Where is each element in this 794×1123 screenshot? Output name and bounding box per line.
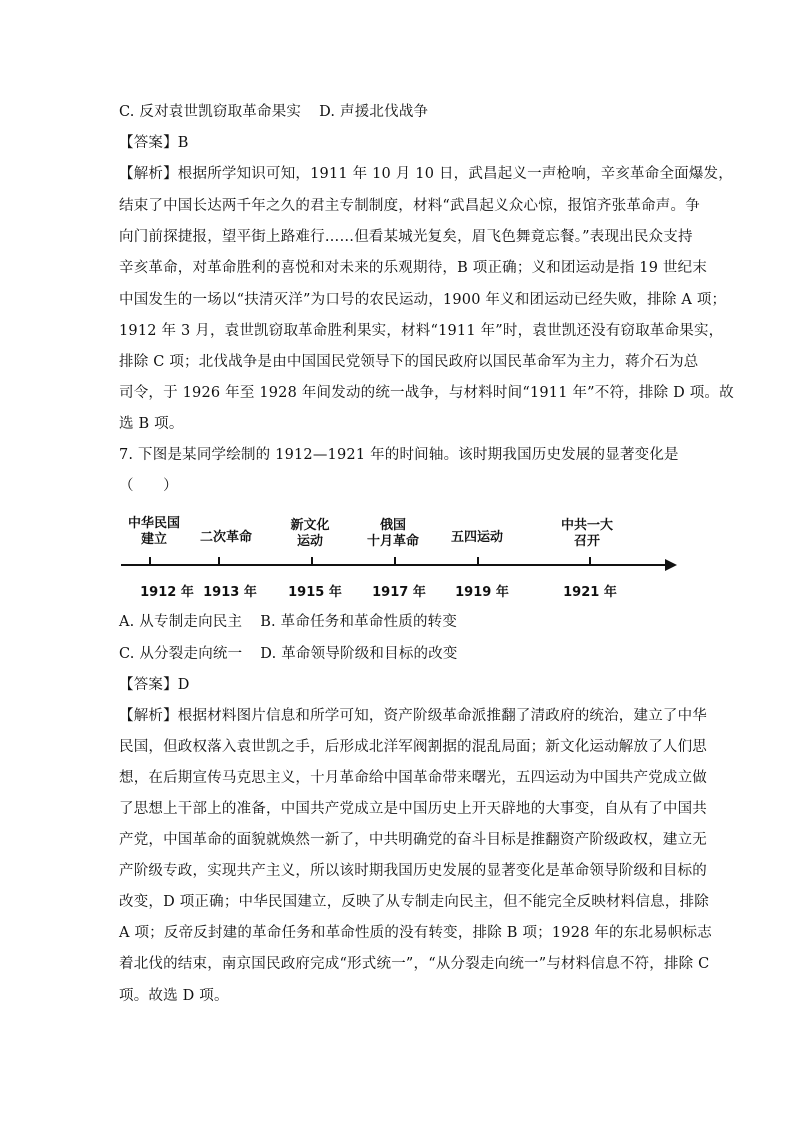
q6-analysis-line: 结束了中国长达两千年之久的君主专制制度，材料“武昌起义众心惊，报馆齐张革命声。争 <box>119 198 700 214</box>
timeline-event-1921 <box>561 518 613 550</box>
timeline-event-label: 新文化 <box>290 518 330 533</box>
timeline-event-label: 运动 <box>296 534 324 549</box>
timeline-event-1917 <box>367 518 419 550</box>
timeline-year-1915: 1915 年 <box>288 585 342 600</box>
timeline-event-label: 俄国 <box>379 518 407 533</box>
timeline-year-1913: 1913 年 <box>203 585 257 600</box>
q6-answer: 【答案】B <box>119 135 189 151</box>
q7-analysis-line: A 项；反帝反封建的革命任务和革命性质的没有转变，排除 B 项；1928 年的东北易帜标志 <box>119 925 712 941</box>
timeline-year-1921: 1921 年 <box>563 585 617 600</box>
q6-analysis-line: 1912 年 3 月，袁世凯窃取革命胜利果实，材料“1911 年”时，袁世凯还没有窃取革命果实， <box>119 323 724 339</box>
timeline-event-label: 中共一大 <box>560 518 614 533</box>
timeline-event-label: 十月革命 <box>366 534 420 549</box>
q6-option-c: C. 反对袁世凯窃取革命果实 <box>119 104 302 120</box>
q7-analysis-line: 想，在后期宣传马克思主义，十月革命给中国革命带来曙光，五四运动为中国共产党成立做 <box>119 770 707 786</box>
q6-analysis-line: 辛亥革命，对革命胜利的喜悦和对未来的乐观期待，B 项正确；义和团运动是指 19 世纪末 <box>119 260 708 276</box>
q7-options-cd <box>119 644 689 664</box>
timeline-event-label: 召开 <box>573 534 601 549</box>
q7-options-ab <box>119 612 689 632</box>
q7-bracket: （ ） <box>119 478 178 494</box>
timeline-event-1919 <box>451 530 503 546</box>
q7-analysis-line: 项。故选 D 项。 <box>119 988 229 1004</box>
q7-stem: 7. 下图是某同学绘制的 1912—1921 年的时间轴。该时期我国历史发展的显著变化是 <box>119 447 679 463</box>
timeline-year-1912: 1912 年 <box>140 585 194 600</box>
q6-options-cd <box>119 102 689 122</box>
q7-timeline <box>119 508 679 608</box>
q6-analysis-line: 司令，于 1926 年至 1928 年间发动的统一战争，与材料时间“1911 年”不符，排除 D 项。故 <box>119 385 734 401</box>
q6-analysis-line: 【解析】根据所学知识可知，1911 年 10 月 10 日，武昌起义一声枪响，辛亥革命全面爆发， <box>119 166 733 182</box>
timeline-event-label: 建立 <box>140 532 168 547</box>
timeline-year-1917: 1917 年 <box>372 585 426 600</box>
q6-analysis-line: 排除 C 项；北伐战争是由中国国民党领导下的国民政府以国民革命军为主力，蒋介石为总 <box>119 354 699 370</box>
q7-analysis-line: 【解析】根据材料图片信息和所学可知，资产阶级革命派推翻了清政府的统治，建立了中华 <box>119 708 707 724</box>
timeline-arrow-icon <box>665 559 677 571</box>
q7-analysis-line: 民国，但政权落入袁世凯之手，后形成北洋军阀割据的混乱局面；新文化运动解放了人们思 <box>119 739 707 755</box>
q7-option-a: A. 从专制走向民主 <box>119 614 243 630</box>
q7-option-b: B. 革命任务和革命性质的转变 <box>260 614 458 630</box>
q6-analysis-line: 选 B 项。 <box>119 416 184 432</box>
timeline-year-1919: 1919 年 <box>455 585 509 600</box>
q6-analysis-line: 向门前探捷报，望平街上路难行……但看某城光复矣，眉飞色舞竟忘餐。”表现出民众支持 <box>119 229 693 245</box>
q7-option-d: D. 革命领导阶级和目标的改变 <box>260 646 458 662</box>
timeline-event-1915 <box>290 518 329 550</box>
timeline-event-label: 中华民国 <box>127 516 181 531</box>
q7-analysis-line: 产阶级专政，实现共产主义，所以该时期我国历史发展的显著变化是革命领导阶级和目标的 <box>119 863 707 879</box>
q7-analysis-line: 产党，中国革命的面貌就焕然一新了，中共明确党的奋斗目标是推翻资产阶级政权，建立无 <box>119 832 707 848</box>
q6-option-d: D. 声援北伐战争 <box>319 104 429 120</box>
timeline-event-1913 <box>200 530 252 546</box>
q7-analysis-line: 着北伐的结束，南京国民政府完成“形式统一”，“从分裂走向统一”与材料信息不符，排除 C <box>119 956 710 972</box>
timeline-event-label: 五四运动 <box>450 530 504 545</box>
q7-option-c: C. 从分裂走向统一 <box>119 646 243 662</box>
q7-analysis-line: 了思想上干部上的准备，中国共产党成立是中国历史上开天辟地的大事变，自从有了中国共 <box>119 801 707 817</box>
timeline-event-label: 二次革命 <box>199 530 253 545</box>
q7-analysis-line: 改变，D 项正确；中华民国建立，反映了从专制走向民主，但不能完全反映材料信息，排除 <box>119 894 709 910</box>
q7-answer: 【答案】D <box>119 677 190 693</box>
timeline-event-1912 <box>128 516 180 548</box>
q6-analysis-line: 中国发生的一场以“扶清灭洋”为口号的农民运动，1900 年义和团运动已经失败，排除 A 项； <box>119 292 727 308</box>
